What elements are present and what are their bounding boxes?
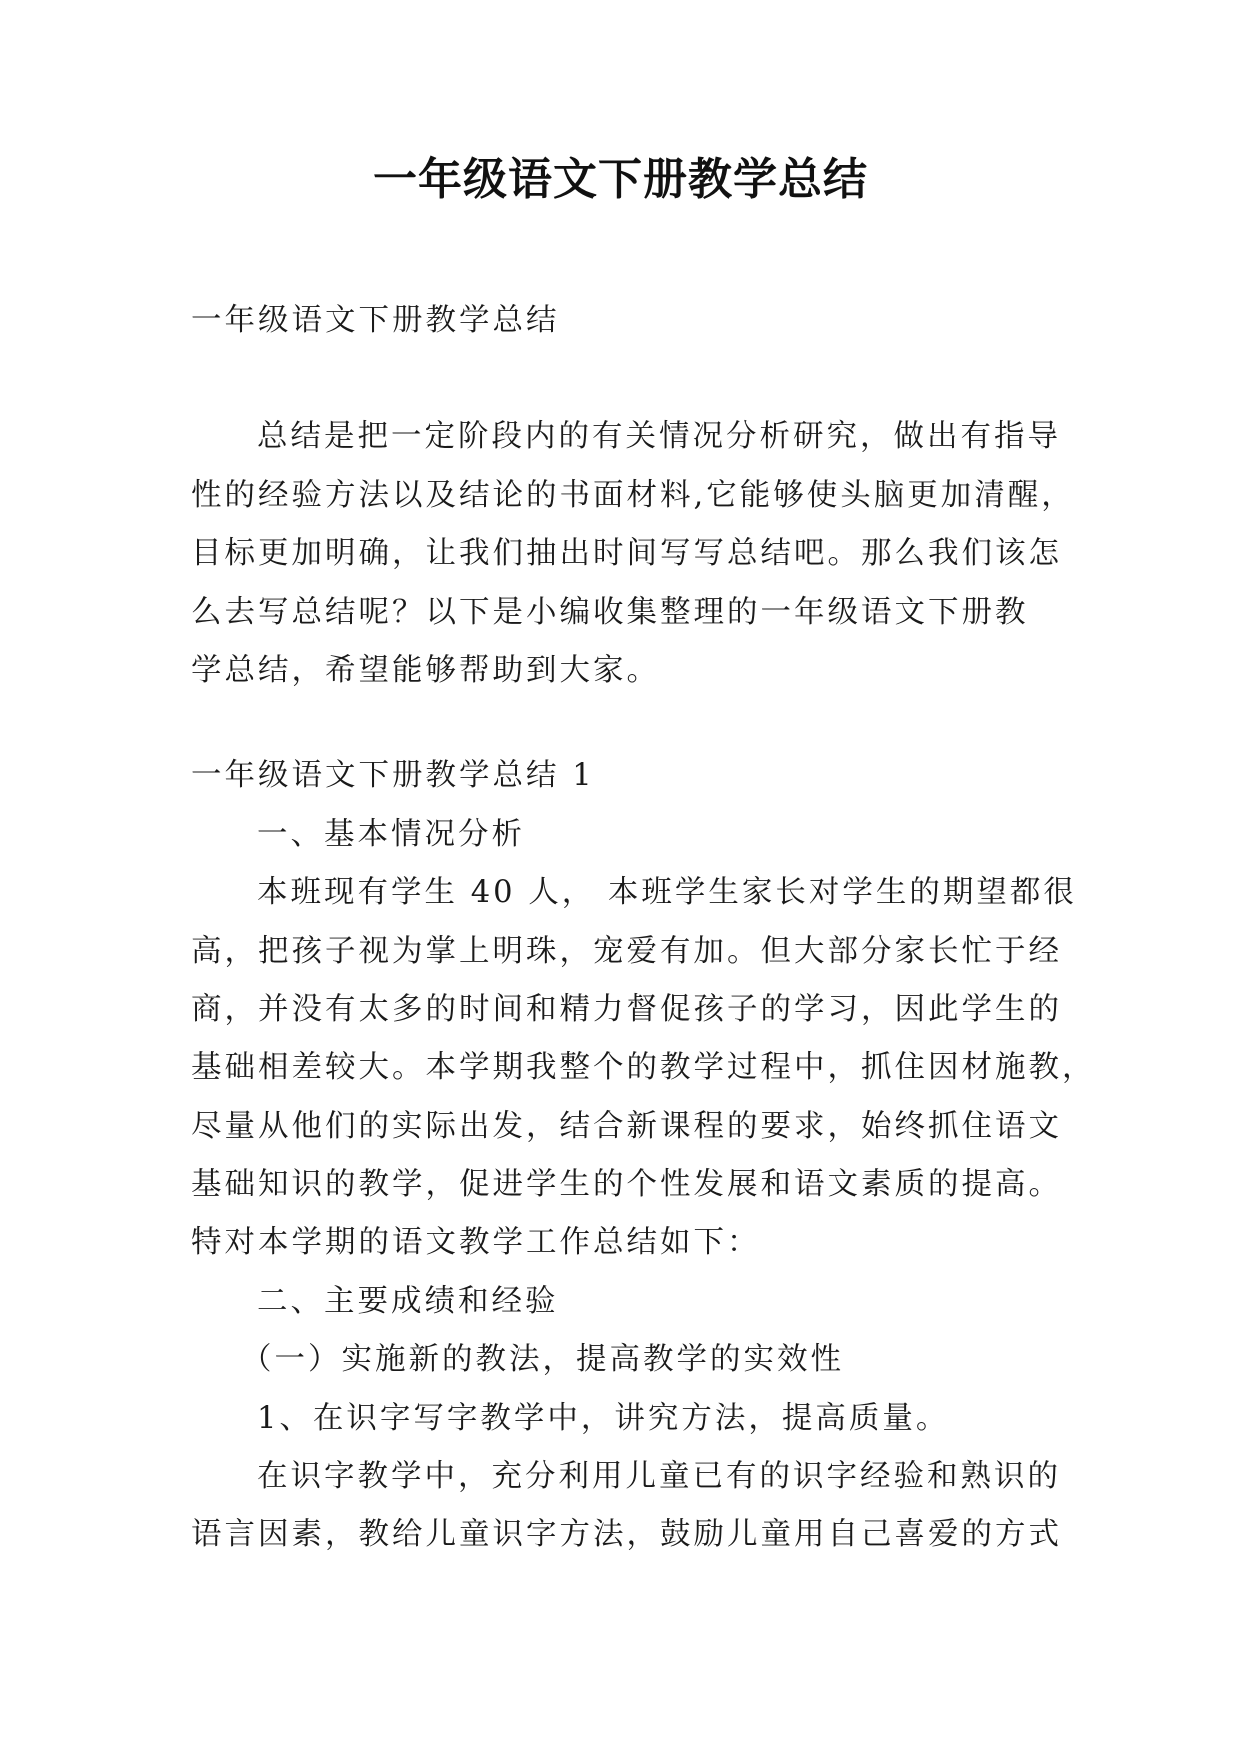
heading-literacy-teaching: 1、在识字写字教学中，讲究方法，提高质量。 <box>257 1400 950 1436</box>
intro-line: 学总结，希望能够帮助到大家。 <box>191 652 660 688</box>
paragraph-line: 语言因素，教给儿童识字方法，鼓励儿童用自己喜爱的方式 <box>191 1517 1062 1553</box>
intro-line: 性的经验方法以及结论的书面材料,它能够使头脑更加清醒， <box>191 477 1075 513</box>
intro-paragraph <box>191 408 1075 700</box>
paragraph-line: 商，并没有太多的时间和精力督促孩子的学习，因此学生的 <box>191 991 1062 1027</box>
paragraph-line: 基础相差较大。本学期我整个的教学过程中，抓住因材施教， <box>191 1050 1096 1086</box>
paragraph-line: 高，把孩子视为掌上明珠，宠爱有加。但大部分家长忙于经 <box>191 933 1062 969</box>
intro-line: 目标更加明确，让我们抽出时间写写总结吧。那么我们该怎 <box>191 536 1062 572</box>
paragraph-line: 特对本学期的语文教学工作总结如下： <box>191 1225 761 1261</box>
intro-line: 么去写总结呢？以下是小编收集整理的一年级语文下册教 <box>191 594 1029 630</box>
paragraph-line: 尽量从他们的实际出发，结合新课程的要求，始终抓住语文 <box>191 1108 1062 1144</box>
intro-line: 总结是把一定阶段内的有关情况分析研究，做出有指导 <box>257 419 1061 455</box>
heading-achievements: 二、主要成绩和经验 <box>257 1283 559 1319</box>
paragraph-line: 本班现有学生 40 人， 本班学生家长对学生的期望都很 <box>257 875 1077 911</box>
paragraph-literacy <box>191 1448 1061 1565</box>
section-title: 一年级语文下册教学总结 1 <box>191 758 595 794</box>
heading-new-methods: （一）实施新的教法，提高教学的实效性 <box>241 1342 844 1378</box>
heading-basic-analysis: 一、基本情况分析 <box>257 816 525 852</box>
document-subtitle: 一年级语文下册教学总结 <box>191 303 560 338</box>
paragraph-line: 在识字教学中，充分利用儿童已有的识字经验和熟识的 <box>257 1459 1061 1495</box>
document-body <box>191 292 1096 1565</box>
document-title: 一年级语文下册教学总结 <box>373 154 868 205</box>
paragraph-line: 基础知识的教学，促进学生的个性发展和语文素质的提高。 <box>191 1167 1062 1203</box>
paragraph-basic-analysis <box>191 864 1096 1273</box>
